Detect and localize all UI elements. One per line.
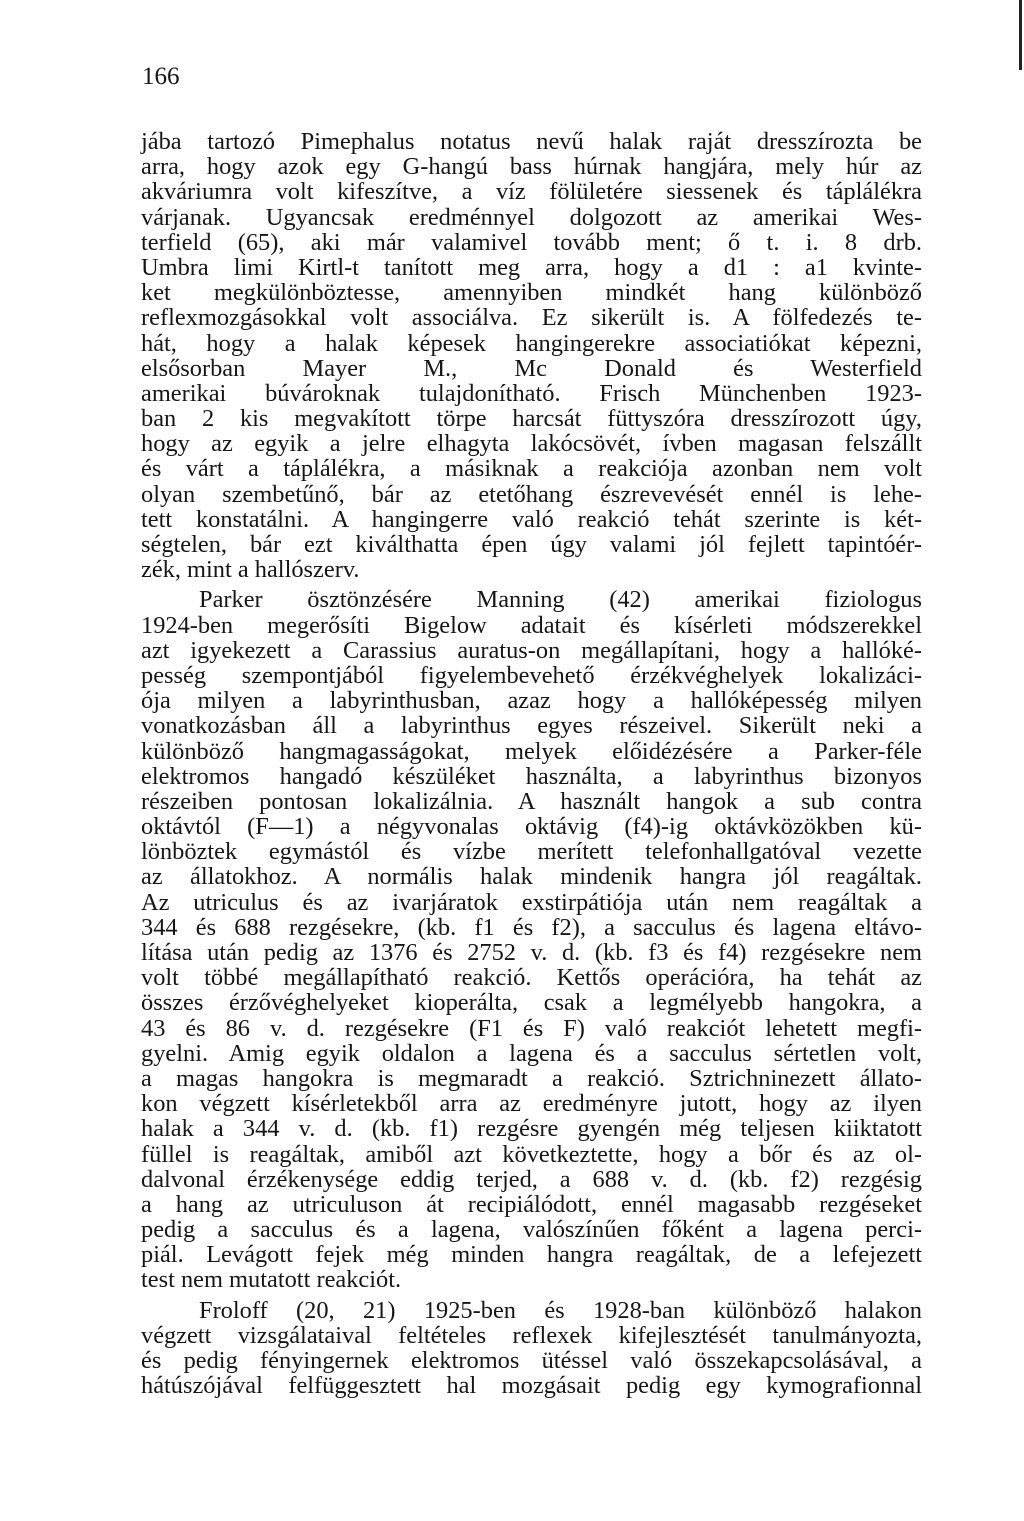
- text-line: és pedig fényingernek elektromos ütéssel való összekapcsolásával, a: [141, 1347, 922, 1374]
- text-line: piál. Levágott fejek még minden hangra reagáltak, de a lefejezett: [141, 1241, 922, 1269]
- text-line-paragraph-end: test nem mutatott reakciót.: [141, 1266, 402, 1294]
- text-line: füllel is reagáltak, amiből azt következtette, hogy a bőr és az ol-: [141, 1140, 922, 1168]
- text-line: azt igyekezett a Carassius auratus-on megállapítani, hogy a hallóké-: [141, 636, 922, 664]
- text-line: jába tartozó Pimephalus notatus nevű halak raját dresszírozta be: [141, 128, 922, 155]
- text-line: végzett vizsgálataival feltételes reflexek kifejlesztését tanulmányozta,: [141, 1321, 922, 1349]
- text-line: amerikai búvároknak tulajdonítható. Frisch Münchenben 1923-: [141, 379, 922, 407]
- text-line: és várt a táplálékra, a másiknak a reakciója azonban nem volt: [141, 455, 922, 483]
- text-line: halak a 344 v. d. (kb. f1) rezgésre gyengén még teljesen kiiktatott: [141, 1115, 922, 1143]
- text-line: tett konstatálni. A hangingerre való reakció tehát szerinte is két-: [141, 505, 922, 533]
- text-line: hogy az egyik a jelre elhagyta lakócsövét, ívben magasan felszállt: [141, 430, 922, 458]
- text-line-paragraph-start: Parker ösztönzésére Manning (42) amerikai fiziologus: [199, 586, 922, 614]
- text-line-paragraph-end: zék, mint a hallószerv.: [141, 556, 360, 584]
- text-line: 1924-ben megerősíti Bigelow adatait és kísérleti módszerekkel: [141, 611, 922, 639]
- text-line: Az utriculus és az ivarjáratok exstirpátiója után nem reagáltak a: [141, 888, 922, 916]
- text-line: lítása után pedig az 1376 és 2752 v. d. (kb. f3 és f4) rezgésekre nem: [141, 939, 922, 966]
- text-line: ket megkülönböztesse, amennyiben mindkét hang különböző: [141, 279, 922, 307]
- text-line-paragraph-start: Froloff (20, 21) 1925-ben és 1928-ban különböző halakon: [199, 1296, 922, 1324]
- text-line: oktávtól (F—1) a négyvonalas oktávig (f4)-ig oktávközökben kü-: [141, 813, 922, 841]
- text-line: a magas hangokra is megmaradt a reakció. Sztrichninezett állato-: [141, 1064, 922, 1092]
- text-line: lönböztek egymástól és vízbe merített telefonhallgatóval vezette: [141, 838, 922, 866]
- text-line: pesség szempontjából figyelembevehető érzékvéghelyek lokalizáci-: [141, 661, 922, 689]
- text-line: pedig a sacculus és a lagena, valószínűen főként a lagena perci-: [141, 1216, 922, 1244]
- text-line: 43 és 86 v. d. rezgésekre (F1 és F) való reakciót lehetett megfi-: [141, 1014, 922, 1042]
- text-line: volt többé megállapítható reakció. Kettős operációra, ha tehát az: [141, 964, 922, 992]
- text-line: terfield (65), aki már valamivel tovább ment; ő t. i. 8 drb.: [141, 228, 922, 256]
- text-line: a hang az utriculuson át recipiálódott, ennél magasabb rezgéseket: [141, 1190, 922, 1218]
- text-line: ója milyen a labyrinthusban, azaz hogy a hallóképesség milyen: [141, 687, 922, 715]
- text-line: ségtelen, bár ezt kiválthatta épen úgy valami jól fejlett tapintóér-: [141, 531, 922, 558]
- text-line: vonatkozásban áll a labyrinthus egyes részeivel. Sikerült neki a: [141, 712, 922, 740]
- text-line: reflexmozgásokkal volt associálva. Ez sikerült is. A fölfedezés te-: [141, 304, 922, 332]
- text-line: akváriumra volt kifeszítve, a víz fölületére siessenek és táplálékra: [141, 178, 922, 206]
- text-line: részeiben pontosan lokalizálnia. A használt hangok a sub contra: [141, 787, 922, 815]
- text-line: gyelni. Amig egyik oldalon a lagena és a sacculus sértetlen volt,: [141, 1039, 922, 1067]
- text-line: Umbra limi Kirtl-t tanított meg arra, hogy a d1 : a1 kvinte-: [141, 253, 922, 281]
- text-line: arra, hogy azok egy G-hangú bass húrnak hangjára, mely húr az: [141, 153, 922, 181]
- text-line: összes érzővéghelyeket kioperálta, csak a legmélyebb hangokra, a: [141, 989, 922, 1017]
- text-line: hát, hogy a halak képesek hangingerekre associatiókat képezni,: [141, 329, 922, 357]
- text-line: elektromos hangadó készüléket használta, a labyrinthus bizonyos: [141, 762, 922, 790]
- page-edge-line: [1019, 0, 1022, 70]
- text-line: ban 2 kis megvakított törpe harcsát füttyszóra dresszírozott úgy,: [141, 405, 922, 433]
- text-line: kon végzett kísérletekből arra az eredményre jutott, hogy az ilyen: [141, 1090, 922, 1118]
- page-number: 166: [142, 63, 180, 90]
- text-line: az állatokhoz. A normális halak mindenik hangra jól reagáltak.: [141, 863, 922, 891]
- text-line: különböző hangmagasságokat, melyek előidézésére a Parker-féle: [141, 737, 922, 765]
- text-line: olyan szembetűnő, bár az etetőhang észrevevését ennél is lehe-: [141, 480, 922, 508]
- body-text: [141, 129, 922, 1398]
- text-line: elsősorban Mayer M., Mc Donald és Westerfield: [141, 354, 922, 382]
- text-line: hátúszójával felfüggesztett hal mozgásait pedig egy kymografionnal: [141, 1372, 922, 1400]
- text-line: várjanak. Ugyancsak eredménnyel dolgozott az amerikai Wes-: [141, 203, 922, 231]
- text-line: 344 és 688 rezgésekre, (kb. f1 és f2), a sacculus és lagena eltávo-: [141, 913, 922, 941]
- text-line: dalvonal érzékenysége eddig terjed, a 688 v. d. (kb. f2) rezgésig: [141, 1165, 922, 1193]
